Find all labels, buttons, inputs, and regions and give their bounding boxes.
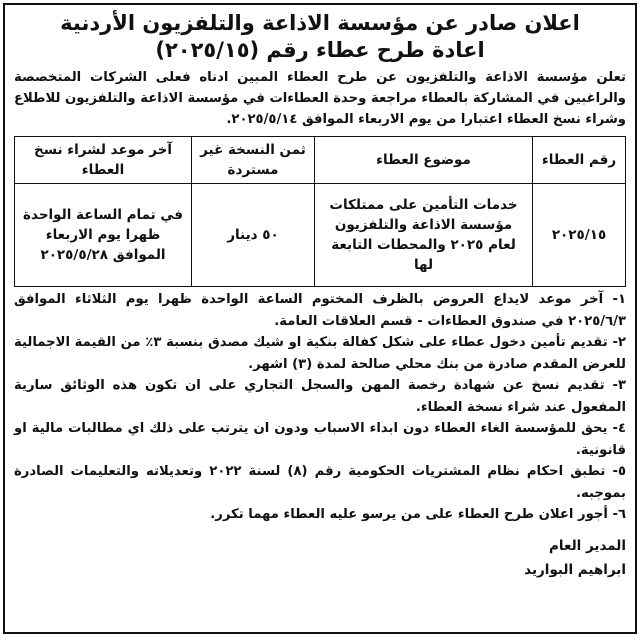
announcement-document (3, 3, 637, 634)
signature-block (14, 534, 626, 582)
term-item: ٦- أجور اعلان طرح العطاء على من يرسو عليه العطاء مهما تكرر. (210, 507, 626, 522)
signatory-title: المدير العام (549, 537, 626, 554)
header-tender-subject: موضوع العطاء (315, 137, 533, 184)
term-item: ٢- تقديم تأمين دخول عطاء على شكل كفالة بنكية او شيك مصدق بنسبة ٣٪ من القيمة الاجمالية للعرض المقدم صادرة من بنك محلي صالحة لمدة (٣) اشهر. (14, 335, 626, 372)
term-item: ١- آخر موعد لايداع العروض بالظرف المختوم الساعة الواحدة ظهرا يوم الثلاثاء الموافق ٢٠٢٥/٦/٣ في صندوق العطاءات - قسم العلاقات العامة. (14, 292, 626, 329)
term-item: ٤- يحق للمؤسسة الغاء العطاء دون ابداء الاسباب ودون ان يترتب على ذلك اي مطالبات مالية او قانونية. (14, 421, 626, 458)
cell-tender-number: ٢٠٢٥/١٥ (533, 184, 626, 287)
cell-tender-subject: خدمات التأمين على ممتلكات مؤسسة الاذاعة والتلفزيون لعام ٢٠٢٥ والمحطات التابعة لها (315, 184, 533, 287)
tender-table (14, 136, 626, 287)
header-tender-number: رقم العطاء (533, 137, 626, 184)
cell-copy-price: ٥٠ دينار (192, 184, 315, 287)
tender-table-header-row (15, 137, 626, 184)
header-purchase-deadline: آخر موعد لشراء نسخ العطاء (15, 137, 192, 184)
term-item: ٥- تطبق احكام نظام المشتريات الحكومية رقم (٨) لسنة ٢٠٢٢ وتعديلاته والتعليمات الصادرة بموجبه. (14, 464, 626, 501)
terms-list (14, 289, 626, 526)
tender-reissue-title: اعادة طرح عطاء رقم (٢٠٢٥/١٥) (155, 38, 485, 62)
term-item: ٣- تقديم نسخ عن شهادة رخصة المهن والسجل التجاري على ان تكون هذه الوثائق سارية المفعول عند شراء نسخة العطاء. (14, 378, 626, 415)
header-copy-price: ثمن النسخة غير مستردة (192, 137, 315, 184)
signatory-name: ابراهيم البواريد (524, 561, 626, 578)
intro-paragraph: تعلن مؤسسة الاذاعة والتلفزيون عن طرح العطاء المبين ادناه فعلى الشركات المتخصصة والراغبين في المشاركة بالعطاء مراجعة وحدة العطاءات في مؤسسة الاذاعة والتلفزيون للاطلاع وشراء نسخ العطاء اعتبارا من يوم الاربعاء الموافق ٢٠٢٥/٥/١٤. (14, 70, 626, 127)
table-row (15, 184, 626, 287)
cell-purchase-deadline: في تمام الساعة الواحدة ظهرا يوم الاربعاء الموافق ٢٠٢٥/٥/٢٨ (15, 184, 192, 287)
announcement-title: اعلان صادر عن مؤسسة الاذاعة والتلفزيون الأردنية (60, 11, 580, 35)
